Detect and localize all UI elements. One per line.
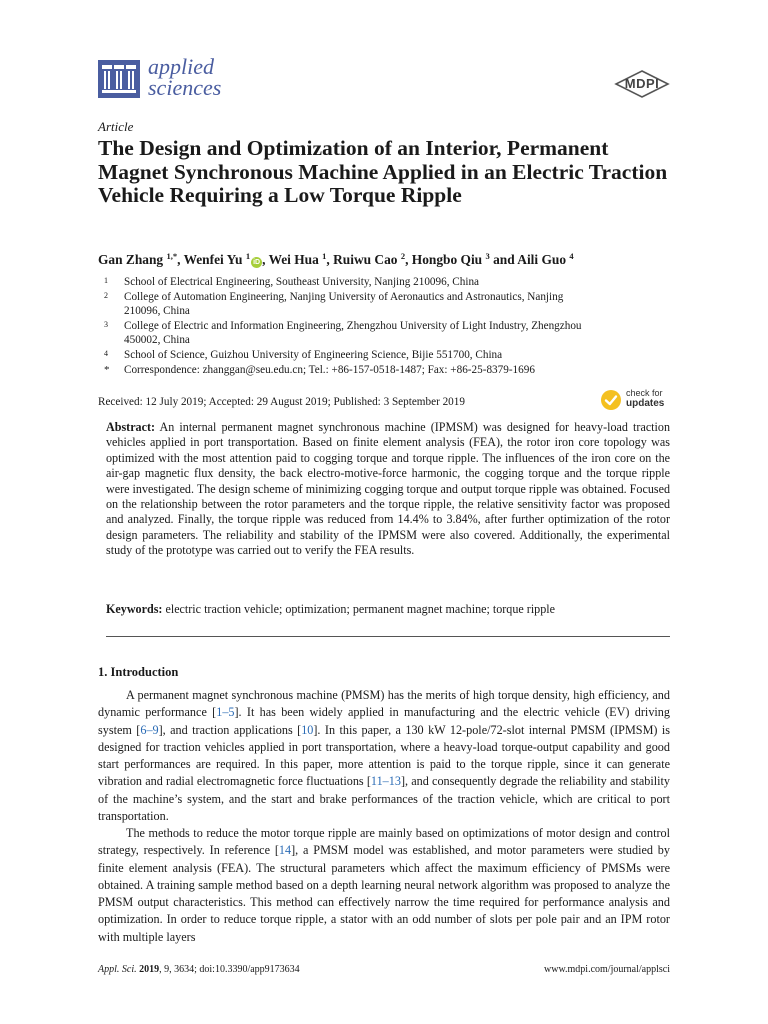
citation-link[interactable]: 10 [301,722,314,737]
section-divider [106,636,670,637]
abstract-text: An internal permanent magnet synchronous machine (IPMSM) was designed for heavy-load traction vehicles applied in port transportation. Based on finite element analysis (FEA), the rotor iron core topology was optimized with the most attention paid to cogging torque and torque ripple. The influences of the iron core on the air-gap magnetic flux density, the back electro-motive-force harmonic, the cogging torque and the torque ripple were investigated. The design scheme of minimizing cogging torque and output torque ripple was obtained. Focused on the relationship between the rotor parameters and the torque ripple, the relative sensitivity factor was proposed and analyzed. Finally, the torque ripple was reduced from 14.4% to 3.84%, after further optimization of the rotor design parameters. The reliability and stability of the IPMSM were also covered. Additionally, the experimental study of the prototype was carried out to verify the FEA results. [106,420,670,558]
author-list: Gan Zhang $^{1,*}$, Wenfei Yu $^1$iD , Wei Hua $^1$, Ruiwu Cao $^2$, Hongbo Qiu $^3$ and Aili Guo $^4$ [98,251,574,267]
check-updates-icon [600,389,622,411]
affiliation-number: 4 [104,348,108,358]
citation-link[interactable]: 6–9 [140,722,159,737]
introduction-body [98,687,670,946]
footer-journal: Appl. Sci. [98,964,137,975]
affiliation-number: * [104,363,110,376]
affiliation-text: School of Science, Guizhou University of Engineering Science, Bijie 551700, China [124,348,503,361]
footer-year: 2019 [139,964,160,975]
affiliation-text: School of Electrical Engineering, Southeast University, Nanjing 210096, China [124,276,480,288]
paragraph-text: A permanent magnet synchronous machine (PMSM) has the merits of high torque density, high efficiency, and dynamic performance [ [98,688,670,720]
author-affiliation-mark: 1 [245,251,251,261]
affiliation-text: College of Electric and Information Engineering, Zhengzhou University of Light Industry, Zhengzhou 450002, China [124,319,582,347]
footer-doi: , 9, 3634; doi:10.3390/app9173634 [159,964,300,975]
citation-link[interactable]: 11–13 [370,774,401,789]
author-name: Wei Hua [268,252,319,267]
orcid-icon[interactable]: iD [253,259,261,266]
footer-journal-url[interactable]: www.mdpi.com/journal/applsci [544,964,670,975]
intro-paragraph-2 [98,825,670,946]
affiliation-item [98,363,698,378]
keywords-text: electric traction vehicle; optimization; permanent magnet machine; torque ripple [162,602,555,616]
journal-logo-icon [98,60,140,98]
keywords-label: Keywords: [106,602,163,616]
author-affiliation-mark: 1 [322,251,327,261]
paragraph-text: ]. It has been widely applied in manufacturing and the electric vehicle (EV) driving system [ [98,705,670,737]
author-name: Aili Guo [517,252,567,267]
article-type: Article [98,119,134,134]
publication-dates: Received: 12 July 2019; Accepted: 29 August 2019; Published: 3 September 2019 [98,396,465,408]
journal-name: applied sciences [148,54,222,100]
citation-link[interactable]: 1–5 [216,705,235,720]
check-updates-text [626,388,664,409]
section-heading-introduction: 1. Introduction [98,665,179,679]
affiliation-text: Correspondence: zhanggan@seu.edu.cn; Tel.: +86-157-0518-1487; Fax: +86-25-8379-1696 [124,363,535,376]
affiliation-item [98,319,698,348]
affiliation-list [98,275,698,378]
affiliation-number: 2 [104,290,108,300]
check-updates-line1: check for [626,388,663,398]
abstract [106,420,670,559]
author-name: Hongbo Qiu [411,252,483,267]
author-affiliation-mark: 3 [485,251,490,261]
journal-logo [98,54,238,104]
affiliation-number: 1 [104,276,108,285]
author-affiliation-mark: 2 [400,251,406,261]
affiliation-item [98,348,698,363]
publisher-logo [614,70,670,98]
author-name: Ruiwu Cao [333,252,398,267]
paragraph-text: ]. In this paper, a 130 kW 12-pole/72-slot internal PMSM (IPMSM) is designed for traction vehicles applied in port transportation, where a heavy-load torque-output capability and good start performances are required. In this paper, more attention is paid to the torque ripple, since it can generate vibration and radial electromagnetic force fluctuations [ [98,722,671,789]
intro-paragraph-1 [98,687,670,825]
author-affiliation-mark: 1,* [166,251,178,261]
affiliation-item [98,290,698,319]
check-updates-line2: updates [626,398,665,409]
author-affiliation-mark: 4 [569,251,574,261]
check-for-updates-badge[interactable] [600,387,670,415]
affiliation-number: 3 [104,319,108,329]
footer-citation [98,964,300,975]
paragraph-text: ], and consequently degrade the reliability and stability of the machine’s system, and the start and brake performances of the traction vehicle, which are critical to port transportation. [98,774,670,823]
publisher-name: MDPI [624,76,660,91]
affiliation-text: College of Automation Engineering, Nanjing University of Aeronautics and Astronautics, Nanjing 210096, China [124,290,564,318]
author-name: Wenfei Yu [183,252,243,267]
paragraph-text: ], a PMSM model was established, and motor parameters were studied by finite element analysis (FEA). The structural parameters which affect the maximum efficiency of PMSMs were obtained. A training sample method based on a depth learning neural network algorithm was proposed to analyze the PMSM output characteristics. This method can effectively narrow the time required for performance analysis and optimization. In order to reduce torque ripple, a stator with an odd number of slots per pole pair and an IPM rotor with multiple layers [98,843,670,944]
paragraph-text: ], and traction applications [ [158,722,302,737]
abstract-label: Abstract: [106,420,156,434]
paragraph-text: The methods to reduce the motor torque ripple are mainly based on optimizations of motor design and control strategy, respectively. In reference [ [98,826,670,858]
paper-title: The Design and Optimization of an Interior, Permanent Magnet Synchronous Machine Applied in an Electric Traction Vehicle Requiring a Low Torque Ripple [98,136,668,207]
keywords [106,602,670,617]
citation-link[interactable]: 14 [278,843,292,858]
affiliation-item [98,275,698,290]
author-name: Gan Zhang [98,252,164,267]
